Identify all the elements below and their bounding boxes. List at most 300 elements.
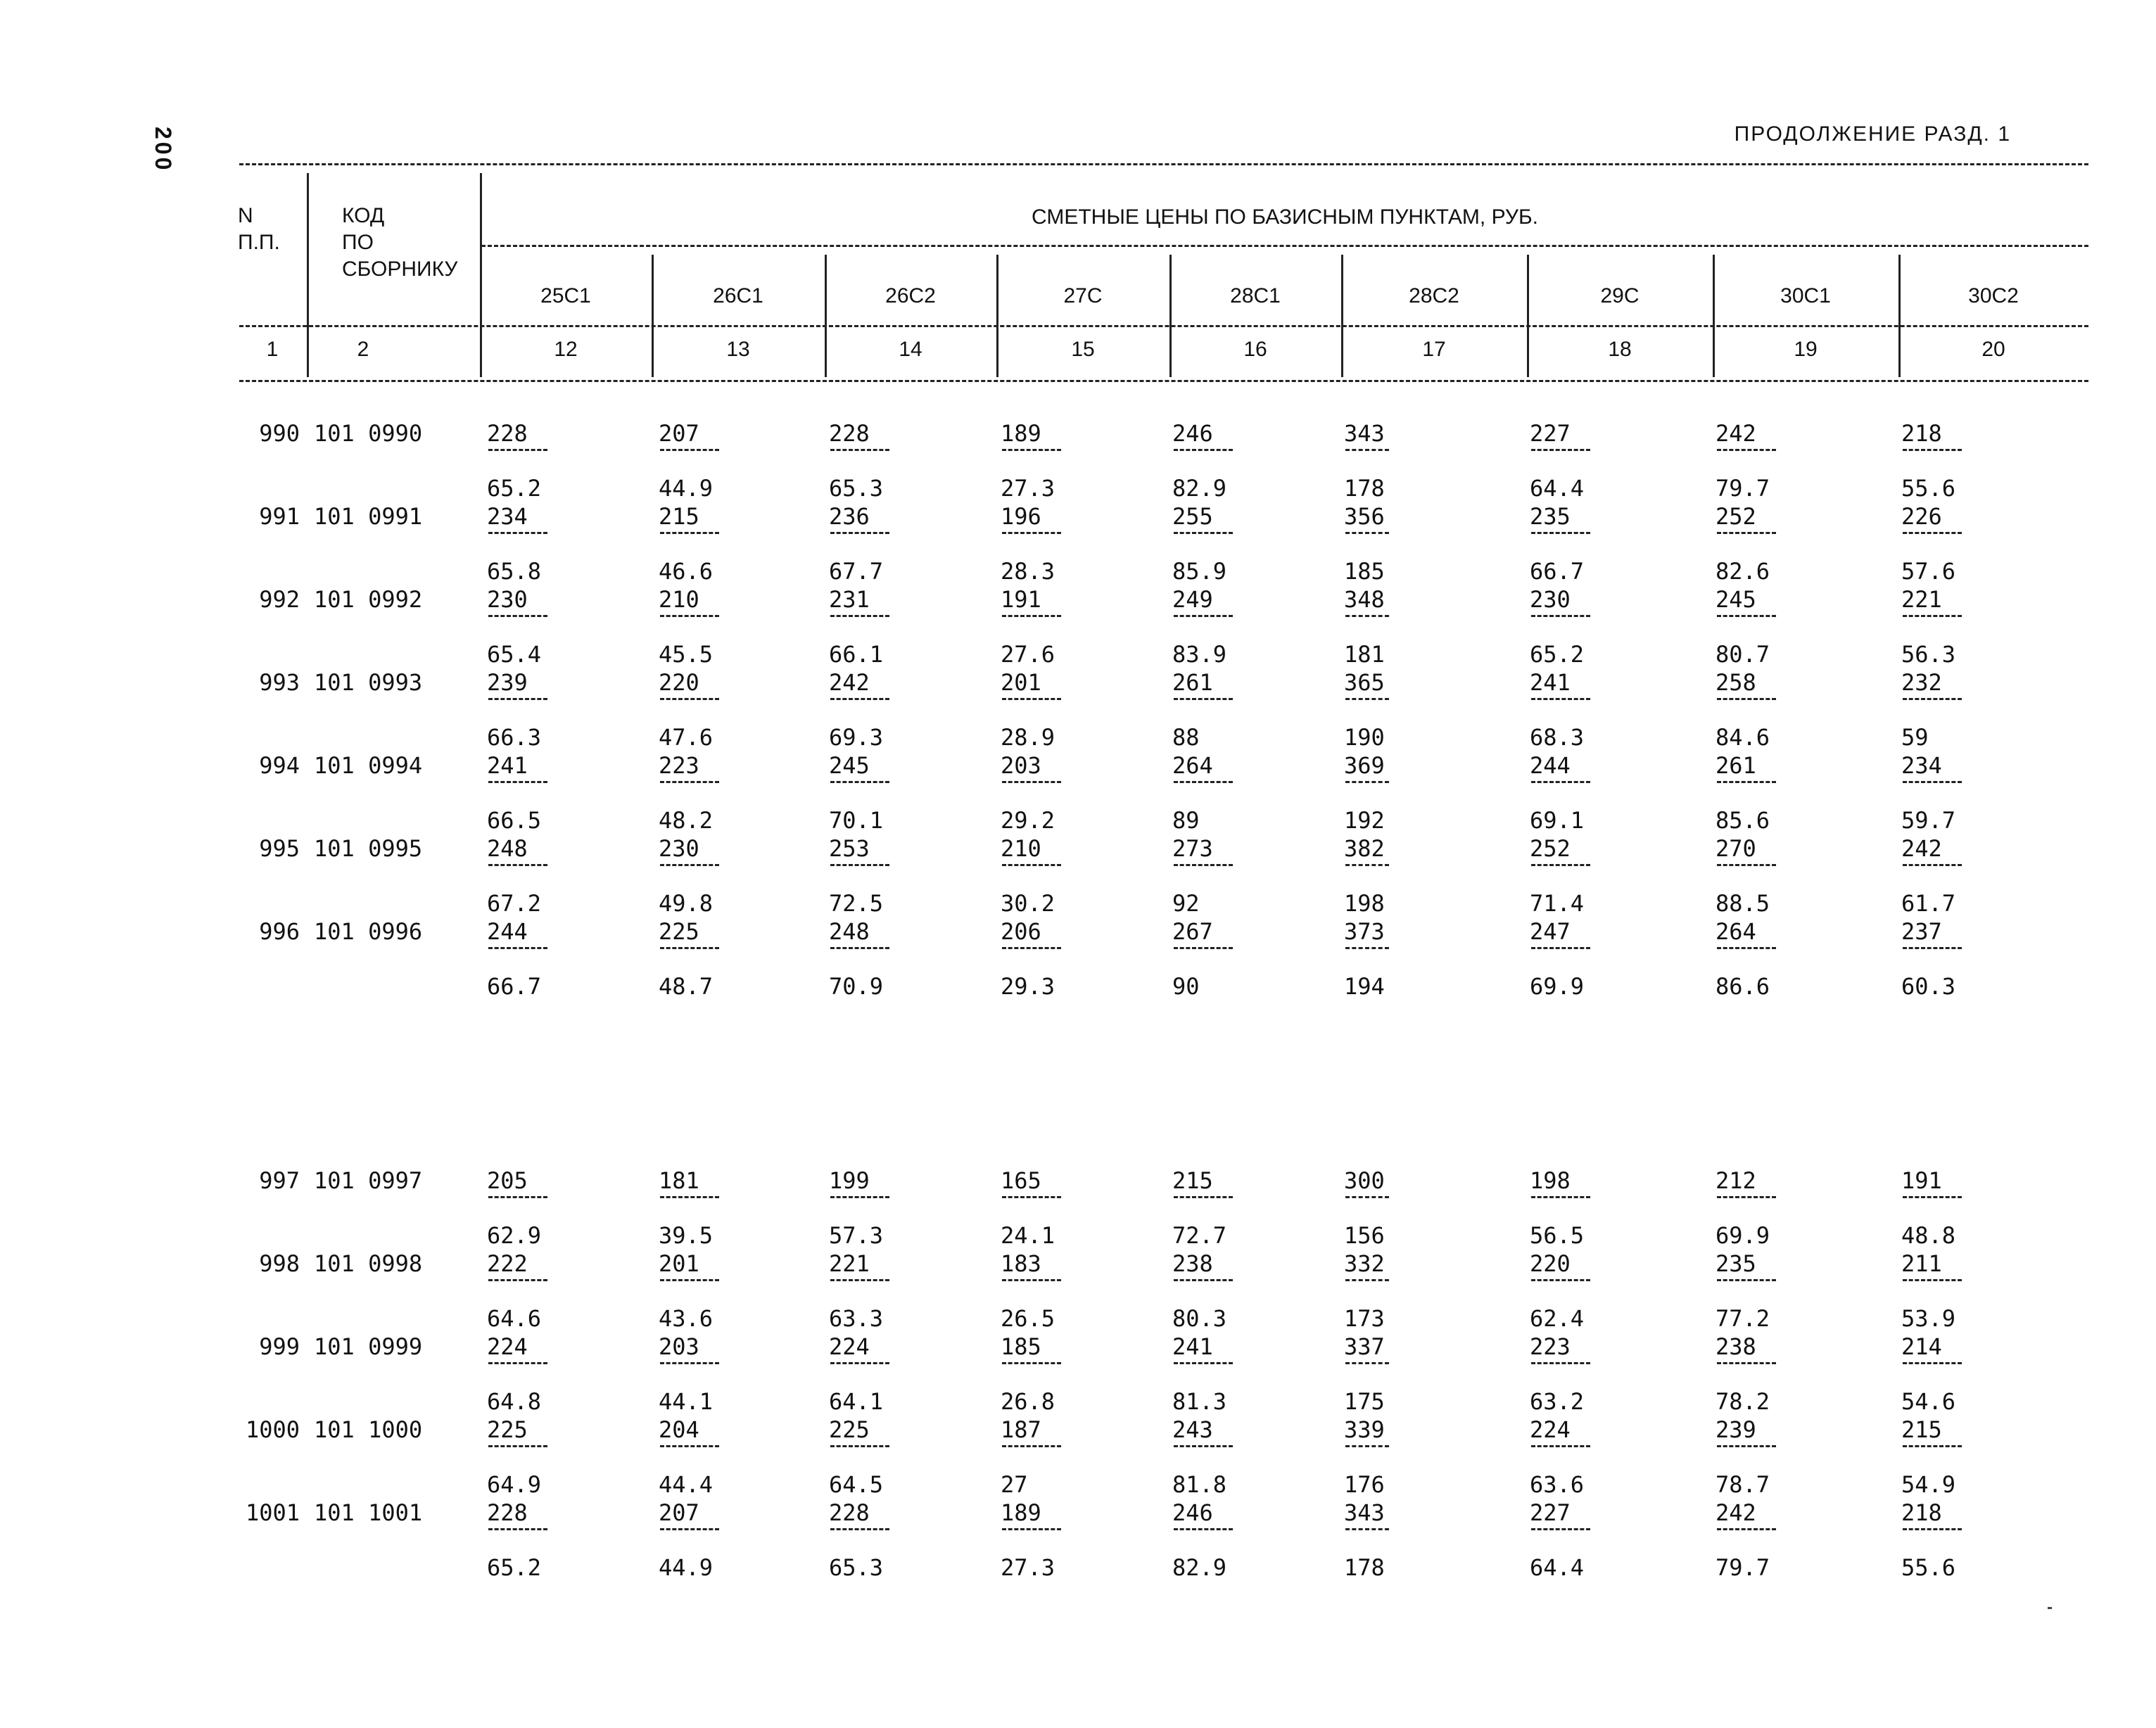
price-total: 210: [659, 586, 699, 613]
price-total: 245: [829, 752, 870, 779]
fraction-line: [488, 864, 547, 866]
price-wage: 62.9: [487, 1222, 542, 1249]
price-wage: 57.6: [1901, 558, 1956, 585]
fraction-line: [488, 781, 547, 783]
fraction-line: [1903, 1528, 1962, 1530]
price-wage: 69.3: [829, 724, 884, 751]
price-total: 236: [829, 503, 870, 530]
row-code: 101 0996: [314, 918, 423, 945]
fraction-line: [660, 1528, 719, 1530]
price-wage: 66.3: [487, 724, 542, 751]
price-wage: 62.4: [1530, 1305, 1585, 1332]
fraction-line: [1717, 698, 1776, 700]
fraction-line: [1345, 698, 1389, 700]
price-total: 222: [487, 1250, 528, 1277]
fraction-line: [1345, 449, 1389, 451]
prices-title: СМЕТНЫЕ ЦЕНЫ ПО БАЗИСНЫМ ПУНКТАМ, РУБ.: [1032, 205, 1538, 229]
price-total: 242: [829, 669, 870, 696]
fraction-line: [830, 781, 889, 783]
row-code: 101 0993: [314, 669, 423, 696]
price-total: 244: [1530, 752, 1571, 779]
price-wage: 53.9: [1901, 1305, 1956, 1332]
price-wage: 77.2: [1716, 1305, 1770, 1332]
fraction-line: [1903, 947, 1962, 949]
price-wage: 185: [1344, 558, 1385, 585]
price-wage: 43.6: [659, 1305, 714, 1332]
fraction-line: [1717, 864, 1776, 866]
fraction-line: [660, 1279, 719, 1281]
price-total: 300: [1344, 1167, 1385, 1194]
price-wage: 175: [1344, 1388, 1385, 1415]
fraction-line: [660, 532, 719, 534]
column-number: 16: [1243, 338, 1267, 361]
price-wage: 27: [1001, 1471, 1028, 1498]
price-total: 189: [1001, 1499, 1041, 1526]
price-wage: 68.3: [1530, 724, 1585, 751]
row-number: 993: [259, 669, 300, 696]
price-wage: 65.2: [1530, 641, 1585, 668]
header-prices-rule: [481, 245, 2088, 247]
fraction-line: [1002, 532, 1061, 534]
price-wage: 65.3: [829, 475, 884, 502]
price-wage: 176: [1344, 1471, 1385, 1498]
column-number: 18: [1608, 338, 1632, 361]
price-wage: 48.7: [659, 973, 714, 1000]
price-wage: 60.3: [1901, 973, 1956, 1000]
fraction-line: [1002, 947, 1061, 949]
fraction-line: [1002, 449, 1061, 451]
fraction-line: [1903, 1196, 1962, 1198]
fraction-line: [1531, 1362, 1590, 1364]
fraction-line: [1345, 1279, 1389, 1281]
price-wage: 64.9: [487, 1471, 542, 1498]
price-total: 204: [659, 1416, 699, 1443]
price-wage: 26.8: [1001, 1388, 1055, 1415]
point-label-28С2: 28С2: [1409, 284, 1459, 307]
price-total: 165: [1001, 1167, 1041, 1194]
price-wage: 82.6: [1716, 558, 1770, 585]
price-wage: 27.3: [1001, 1554, 1055, 1581]
price-wage: 79.7: [1716, 475, 1770, 502]
price-wage: 156: [1344, 1222, 1385, 1249]
price-total: 211: [1901, 1250, 1942, 1277]
price-total: 203: [1001, 752, 1041, 779]
price-wage: 84.6: [1716, 724, 1770, 751]
price-total: 225: [487, 1416, 528, 1443]
point-label-25С1: 25С1: [540, 284, 591, 307]
price-total: 225: [829, 1416, 870, 1443]
fraction-line: [830, 1528, 889, 1530]
fraction-line: [1717, 947, 1776, 949]
price-total: 191: [1901, 1167, 1942, 1194]
fraction-line: [1174, 1196, 1233, 1198]
price-total: 228: [487, 420, 528, 447]
price-total: 241: [1530, 669, 1571, 696]
price-total: 223: [1530, 1333, 1571, 1360]
price-wage: 44.9: [659, 1554, 714, 1581]
price-wage: 65.2: [487, 1554, 542, 1581]
price-total: 223: [659, 752, 699, 779]
price-total: 339: [1344, 1416, 1385, 1443]
price-total: 247: [1530, 918, 1571, 945]
price-wage: 64.8: [487, 1388, 542, 1415]
fraction-line: [1903, 1445, 1962, 1447]
price-total: 210: [1001, 835, 1041, 862]
fraction-line: [488, 1196, 547, 1198]
price-wage: 66.5: [487, 807, 542, 834]
row-number: 991: [259, 503, 300, 530]
fraction-line: [1174, 532, 1233, 534]
price-wage: 64.6: [487, 1305, 542, 1332]
price-total: 230: [659, 835, 699, 862]
price-wage: 64.4: [1530, 1554, 1585, 1581]
price-wage: 80.7: [1716, 641, 1770, 668]
fraction-line: [1345, 781, 1389, 783]
col-code-header: [342, 203, 457, 283]
fraction-line: [1002, 1445, 1061, 1447]
price-wage: 24.1: [1001, 1222, 1055, 1249]
fraction-line: [830, 947, 889, 949]
price-wage: 194: [1344, 973, 1385, 1000]
fraction-line: [1717, 1362, 1776, 1364]
price-total: 373: [1344, 918, 1385, 945]
fraction-line: [1903, 781, 1962, 783]
price-wage: 70.9: [829, 973, 884, 1000]
fraction-line: [1531, 1445, 1590, 1447]
fraction-line: [660, 947, 719, 949]
price-total: 239: [487, 669, 528, 696]
fraction-line: [1903, 449, 1962, 451]
price-total: 228: [487, 1499, 528, 1526]
price-total: 248: [487, 835, 528, 862]
price-wage: 46.6: [659, 558, 714, 585]
price-wage: 66.7: [1530, 558, 1585, 585]
column-number: 19: [1794, 338, 1818, 361]
price-total: 221: [1901, 586, 1942, 613]
fraction-line: [1903, 1279, 1962, 1281]
price-total: 224: [487, 1333, 528, 1360]
row-number: 998: [259, 1250, 300, 1277]
price-total: 218: [1901, 1499, 1942, 1526]
column-number: 1: [266, 338, 279, 361]
price-wage: 66.7: [487, 973, 542, 1000]
price-wage: 63.2: [1530, 1388, 1585, 1415]
price-total: 242: [1716, 420, 1756, 447]
price-total: 228: [829, 1499, 870, 1526]
price-total: 185: [1001, 1333, 1041, 1360]
price-total: 201: [1001, 669, 1041, 696]
price-total: 230: [487, 586, 528, 613]
fraction-line: [830, 698, 889, 700]
fraction-line: [660, 781, 719, 783]
price-wage: 173: [1344, 1305, 1385, 1332]
price-wage: 198: [1344, 890, 1385, 917]
fraction-line: [1174, 615, 1233, 617]
price-total: 337: [1344, 1333, 1385, 1360]
price-wage: 70.1: [829, 807, 884, 834]
price-wage: 30.2: [1001, 890, 1055, 917]
price-wage: 26.5: [1001, 1305, 1055, 1332]
price-wage: 72.5: [829, 890, 884, 917]
price-wage: 71.4: [1530, 890, 1585, 917]
fraction-line: [1531, 1528, 1590, 1530]
col-num-label-line2: П.П.: [238, 231, 280, 254]
price-wage: 65.8: [487, 558, 542, 585]
price-wage: 63.6: [1530, 1471, 1585, 1498]
price-total: 235: [1530, 503, 1571, 530]
price-total: 243: [1172, 1416, 1213, 1443]
row-code: 101 0990: [314, 420, 423, 447]
fraction-line: [1174, 781, 1233, 783]
price-total: 273: [1172, 835, 1213, 862]
price-wage: 86.6: [1716, 973, 1770, 1000]
fraction-line: [488, 532, 547, 534]
price-wage: 65.2: [487, 475, 542, 502]
price-total: 270: [1716, 835, 1756, 862]
price-wage: 69.1: [1530, 807, 1585, 834]
fraction-line: [660, 615, 719, 617]
price-wage: 72.7: [1172, 1222, 1227, 1249]
price-wage: 57.3: [829, 1222, 884, 1249]
column-number: 14: [899, 338, 922, 361]
fraction-line: [830, 1362, 889, 1364]
column-number: 20: [1981, 338, 2005, 361]
price-wage: 83.9: [1172, 641, 1227, 668]
price-wage: 89: [1172, 807, 1200, 834]
fraction-line: [488, 1362, 547, 1364]
price-wage: 64.4: [1530, 475, 1585, 502]
price-total: 215: [1172, 1167, 1213, 1194]
price-total: 343: [1344, 1499, 1385, 1526]
price-total: 206: [1001, 918, 1041, 945]
row-code: 101 0992: [314, 586, 423, 613]
price-wage: 39.5: [659, 1222, 714, 1249]
fraction-line: [1345, 947, 1389, 949]
price-wage: 178: [1344, 1554, 1385, 1581]
price-total: 187: [1001, 1416, 1041, 1443]
fraction-line: [1531, 698, 1590, 700]
fraction-line: [830, 449, 889, 451]
page-number: 200: [151, 127, 176, 173]
fraction-line: [830, 615, 889, 617]
fraction-line: [1531, 449, 1590, 451]
price-wage: 90: [1172, 973, 1200, 1000]
fraction-line: [1531, 532, 1590, 534]
column-number: 15: [1071, 338, 1095, 361]
price-total: 253: [829, 835, 870, 862]
price-total: 241: [487, 752, 528, 779]
price-total: 232: [1901, 669, 1942, 696]
price-wage: 29.3: [1001, 973, 1055, 1000]
price-total: 196: [1001, 503, 1041, 530]
price-total: 189: [1001, 420, 1041, 447]
row-number: 996: [259, 918, 300, 945]
row-code: 101 0991: [314, 503, 423, 530]
column-number: 13: [726, 338, 750, 361]
fraction-line: [1903, 698, 1962, 700]
fraction-line: [1345, 1445, 1389, 1447]
fraction-line: [830, 1196, 889, 1198]
fraction-line: [1717, 781, 1776, 783]
price-total: 224: [829, 1333, 870, 1360]
price-total: 212: [1716, 1167, 1756, 1194]
fraction-line: [1531, 615, 1590, 617]
price-total: 242: [1901, 835, 1942, 862]
price-wage: 81.8: [1172, 1471, 1227, 1498]
fraction-line: [1174, 947, 1233, 949]
col-num-header: [238, 203, 280, 256]
fraction-line: [1345, 1362, 1389, 1364]
row-number: 994: [259, 752, 300, 779]
fraction-line: [1002, 1528, 1061, 1530]
column-number: 17: [1422, 338, 1446, 361]
price-total: 201: [659, 1250, 699, 1277]
row-number: 999: [259, 1333, 300, 1360]
price-total: 255: [1172, 503, 1213, 530]
fraction-line: [830, 1445, 889, 1447]
fraction-line: [1531, 1196, 1590, 1198]
price-wage: 190: [1344, 724, 1385, 751]
price-total: 183: [1001, 1250, 1041, 1277]
row-number: 1000: [245, 1416, 300, 1443]
fraction-line: [1174, 1279, 1233, 1281]
price-wage: 63.3: [829, 1305, 884, 1332]
fraction-line: [488, 449, 547, 451]
fraction-line: [1717, 449, 1776, 451]
price-total: 207: [659, 420, 699, 447]
price-total: 365: [1344, 669, 1385, 696]
price-total: 369: [1344, 752, 1385, 779]
col-code-label-line2: ПО: [342, 231, 374, 254]
fraction-line: [1717, 532, 1776, 534]
point-label-26С1: 26С1: [713, 284, 763, 307]
price-wage: 28.9: [1001, 724, 1055, 751]
fraction-line: [1002, 1196, 1061, 1198]
fraction-line: [1345, 1196, 1389, 1198]
price-wage: 54.6: [1901, 1388, 1956, 1415]
fraction-line: [660, 698, 719, 700]
row-code: 101 0994: [314, 752, 423, 779]
price-total: 264: [1172, 752, 1213, 779]
price-total: 214: [1901, 1333, 1942, 1360]
price-total: 238: [1172, 1250, 1213, 1277]
price-wage: 181: [1344, 641, 1385, 668]
price-total: 234: [1901, 752, 1942, 779]
price-total: 220: [659, 669, 699, 696]
price-total: 235: [1716, 1250, 1756, 1277]
price-total: 242: [1716, 1499, 1756, 1526]
price-wage: 56.5: [1530, 1222, 1585, 1249]
price-total: 226: [1901, 503, 1942, 530]
price-total: 261: [1172, 669, 1213, 696]
price-wage: 88.5: [1716, 890, 1770, 917]
fraction-line: [488, 698, 547, 700]
fraction-line: [660, 864, 719, 866]
price-wage: 78.7: [1716, 1471, 1770, 1498]
price-wage: 29.2: [1001, 807, 1055, 834]
fraction-line: [1531, 1279, 1590, 1281]
price-total: 264: [1716, 918, 1756, 945]
fraction-line: [1002, 781, 1061, 783]
price-total: 181: [659, 1167, 699, 1194]
fraction-line: [1002, 698, 1061, 700]
price-wage: 44.4: [659, 1471, 714, 1498]
header-mid-rule: [239, 325, 2088, 327]
col-code-label-line3: СБОРНИКУ: [342, 258, 458, 281]
column-number: 12: [554, 338, 578, 361]
price-wage: 48.2: [659, 807, 714, 834]
row-number: 997: [259, 1167, 300, 1194]
price-total: 267: [1172, 918, 1213, 945]
price-wage: 61.7: [1901, 890, 1956, 917]
fraction-line: [1531, 947, 1590, 949]
price-total: 244: [487, 918, 528, 945]
price-total: 231: [829, 586, 870, 613]
price-wage: 192: [1344, 807, 1385, 834]
fraction-line: [1717, 615, 1776, 617]
price-total: 252: [1716, 503, 1756, 530]
price-total: 237: [1901, 918, 1942, 945]
price-total: 258: [1716, 669, 1756, 696]
point-label-28С1: 28С1: [1230, 284, 1281, 307]
price-wage: 81.3: [1172, 1388, 1227, 1415]
fraction-line: [1345, 1528, 1389, 1530]
fraction-line: [1345, 864, 1389, 866]
point-label-29С: 29С: [1600, 284, 1640, 307]
price-wage: 67.2: [487, 890, 542, 917]
fraction-line: [1717, 1528, 1776, 1530]
fraction-line: [660, 449, 719, 451]
fraction-line: [1345, 532, 1389, 534]
price-total: 225: [659, 918, 699, 945]
price-wage: 65.4: [487, 641, 542, 668]
fraction-line: [1903, 615, 1962, 617]
row-number: 990: [259, 420, 300, 447]
fraction-line: [488, 1279, 547, 1281]
row-code: 101 0997: [314, 1167, 423, 1194]
price-wage: 27.3: [1001, 475, 1055, 502]
fraction-line: [1174, 698, 1233, 700]
price-wage: 92: [1172, 890, 1200, 917]
fraction-line: [1717, 1445, 1776, 1447]
row-code: 101 0995: [314, 835, 423, 862]
price-wage: 65.3: [829, 1554, 884, 1581]
point-label-26С2: 26С2: [885, 284, 936, 307]
price-total: 230: [1530, 586, 1571, 613]
price-total: 228: [829, 420, 870, 447]
column-number: 2: [357, 338, 369, 361]
speck-mark: [2048, 1607, 2052, 1609]
fraction-line: [1002, 864, 1061, 866]
fraction-line: [1174, 1445, 1233, 1447]
price-wage: 67.7: [829, 558, 884, 585]
point-label-27С: 27С: [1063, 284, 1103, 307]
point-label-30С2: 30С2: [1968, 284, 2019, 307]
price-wage: 82.9: [1172, 475, 1227, 502]
price-wage: 47.6: [659, 724, 714, 751]
fraction-line: [488, 615, 547, 617]
price-total: 191: [1001, 586, 1041, 613]
fraction-line: [1174, 1528, 1233, 1530]
price-wage: 48.8: [1901, 1222, 1956, 1249]
header-top-rule: [239, 163, 2088, 165]
price-total: 249: [1172, 586, 1213, 613]
price-wage: 56.3: [1901, 641, 1956, 668]
fraction-line: [1002, 1279, 1061, 1281]
price-wage: 54.9: [1901, 1471, 1956, 1498]
fraction-line: [660, 1445, 719, 1447]
fraction-line: [1002, 1362, 1061, 1364]
